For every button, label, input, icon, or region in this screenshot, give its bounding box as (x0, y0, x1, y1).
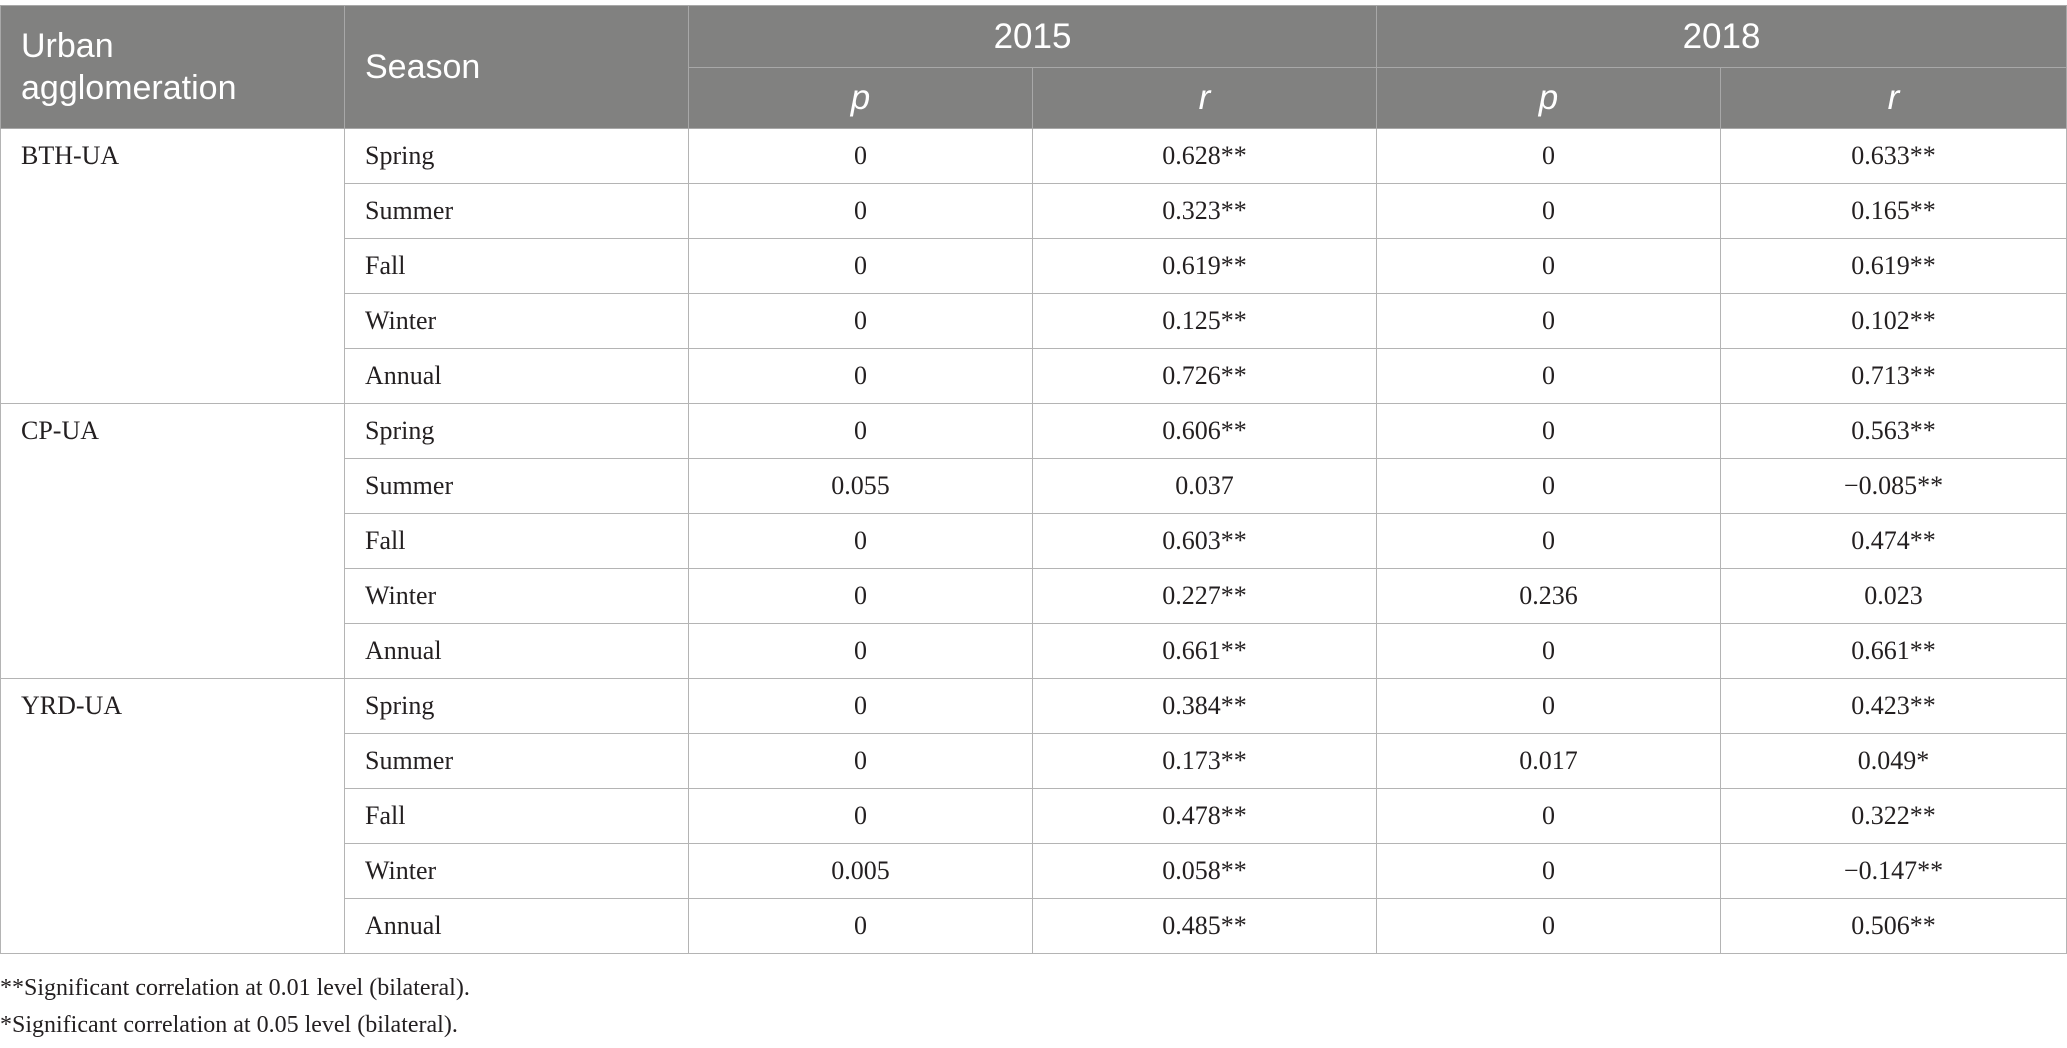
r-2018-cell: 0.506** (1721, 899, 2067, 954)
r-2015-cell: 0.173** (1033, 734, 1377, 789)
r-2015-cell: 0.726** (1033, 349, 1377, 404)
table-header (1, 6, 2067, 129)
table-row (1, 129, 2067, 184)
r-2015-cell: 0.628** (1033, 129, 1377, 184)
r-2018-cell: 0.563** (1721, 404, 2067, 459)
p-2015-cell: 0 (689, 899, 1033, 954)
r-2018-cell: −0.147** (1721, 844, 2067, 899)
p-2018-cell: 0.236 (1377, 569, 1721, 624)
p-2018-cell: 0 (1377, 349, 1721, 404)
p-2018-cell: 0 (1377, 514, 1721, 569)
table-footnotes (0, 970, 470, 1044)
r-2015-cell: 0.058** (1033, 844, 1377, 899)
r-2018-cell: 0.713** (1721, 349, 2067, 404)
p-2018-cell: 0 (1377, 404, 1721, 459)
table-row (1, 404, 2067, 459)
correlation-table (0, 5, 2067, 954)
season-cell: Summer (345, 184, 689, 239)
header-p-2015: p (689, 68, 1033, 129)
r-2015-cell: 0.323** (1033, 184, 1377, 239)
p-2018-cell: 0 (1377, 624, 1721, 679)
header-r-2015: r (1033, 68, 1377, 129)
p-2018-cell: 0 (1377, 294, 1721, 349)
table-row (1, 679, 2067, 734)
p-2015-cell: 0 (689, 569, 1033, 624)
season-cell: Winter (345, 569, 689, 624)
season-cell: Summer (345, 734, 689, 789)
season-cell: Winter (345, 294, 689, 349)
p-2015-cell: 0.055 (689, 459, 1033, 514)
p-2018-cell: 0 (1377, 844, 1721, 899)
season-cell: Winter (345, 844, 689, 899)
header-p-2018: p (1377, 68, 1721, 129)
p-2018-cell: 0.017 (1377, 734, 1721, 789)
p-2018-cell: 0 (1377, 899, 1721, 954)
r-2015-cell: 0.619** (1033, 239, 1377, 294)
season-cell: Fall (345, 514, 689, 569)
r-2015-cell: 0.478** (1033, 789, 1377, 844)
group-name-cell: BTH-UA (1, 129, 345, 404)
season-cell: Spring (345, 404, 689, 459)
p-2015-cell: 0 (689, 404, 1033, 459)
p-2015-cell: 0.005 (689, 844, 1033, 899)
r-2018-cell: 0.661** (1721, 624, 2067, 679)
p-2015-cell: 0 (689, 679, 1033, 734)
p-2015-cell: 0 (689, 239, 1033, 294)
p-2015-cell: 0 (689, 129, 1033, 184)
header-season: Season (345, 6, 689, 129)
season-cell: Annual (345, 349, 689, 404)
p-2018-cell: 0 (1377, 789, 1721, 844)
season-cell: Annual (345, 624, 689, 679)
p-2015-cell: 0 (689, 789, 1033, 844)
r-2015-cell: 0.485** (1033, 899, 1377, 954)
r-2015-cell: 0.384** (1033, 679, 1377, 734)
footnote-double-star: **Significant correlation at 0.01 level (bilateral). (0, 975, 470, 1001)
p-2018-cell: 0 (1377, 129, 1721, 184)
r-2018-cell: 0.423** (1721, 679, 2067, 734)
p-2015-cell: 0 (689, 734, 1033, 789)
header-year-2018: 2018 (1377, 6, 2067, 68)
r-2015-cell: 0.227** (1033, 569, 1377, 624)
r-2015-cell: 0.603** (1033, 514, 1377, 569)
p-2018-cell: 0 (1377, 459, 1721, 514)
p-2018-cell: 0 (1377, 184, 1721, 239)
p-2018-cell: 0 (1377, 239, 1721, 294)
group-name-cell: YRD-UA (1, 679, 345, 954)
p-2015-cell: 0 (689, 624, 1033, 679)
season-cell: Spring (345, 129, 689, 184)
season-cell: Spring (345, 679, 689, 734)
r-2018-cell: 0.102** (1721, 294, 2067, 349)
p-2015-cell: 0 (689, 184, 1033, 239)
group-name-cell: CP-UA (1, 404, 345, 679)
r-2018-cell: 0.619** (1721, 239, 2067, 294)
r-2018-cell: 0.474** (1721, 514, 2067, 569)
p-2015-cell: 0 (689, 514, 1033, 569)
r-2015-cell: 0.125** (1033, 294, 1377, 349)
season-cell: Fall (345, 239, 689, 294)
p-2015-cell: 0 (689, 294, 1033, 349)
r-2015-cell: 0.037 (1033, 459, 1377, 514)
p-2018-cell: 0 (1377, 679, 1721, 734)
r-2018-cell: −0.085** (1721, 459, 2067, 514)
season-cell: Fall (345, 789, 689, 844)
season-cell: Annual (345, 899, 689, 954)
r-2015-cell: 0.661** (1033, 624, 1377, 679)
header-urban-agglomeration: Urban agglomeration (1, 6, 345, 129)
footnote-single-star: *Significant correlation at 0.05 level (bilateral). (0, 1012, 458, 1038)
p-2015-cell: 0 (689, 349, 1033, 404)
r-2015-cell: 0.606** (1033, 404, 1377, 459)
season-cell: Summer (345, 459, 689, 514)
r-2018-cell: 0.165** (1721, 184, 2067, 239)
header-r-2018: r (1721, 68, 2067, 129)
header-year-2015: 2015 (689, 6, 1377, 68)
r-2018-cell: 0.633** (1721, 129, 2067, 184)
r-2018-cell: 0.023 (1721, 569, 2067, 624)
r-2018-cell: 0.322** (1721, 789, 2067, 844)
r-2018-cell: 0.049* (1721, 734, 2067, 789)
table-body (1, 129, 2067, 954)
